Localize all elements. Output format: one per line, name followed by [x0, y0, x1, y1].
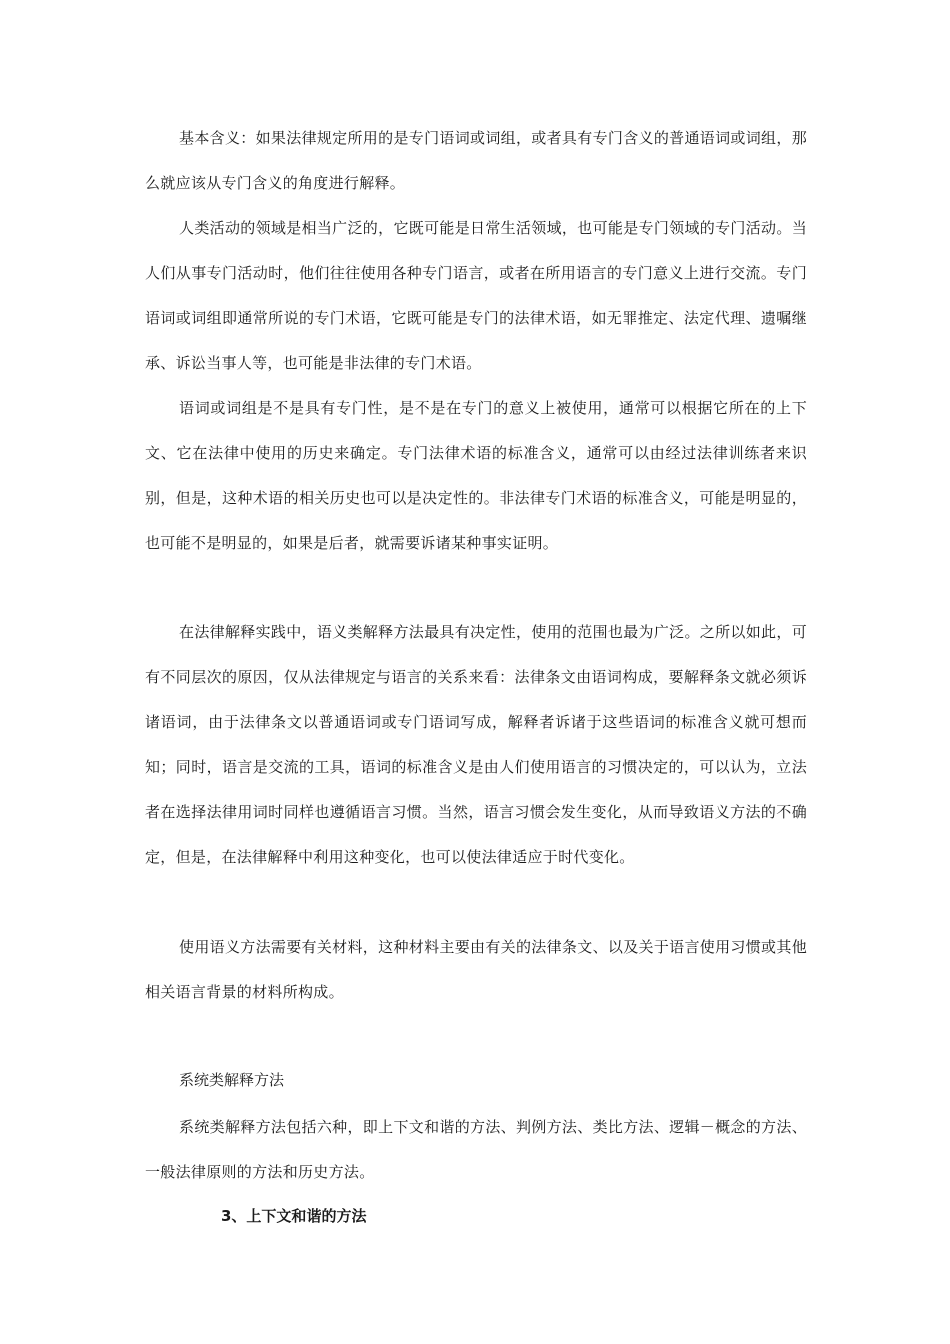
paragraph-human-activity: 人类活动的领域是相当广泛的，它既可能是日常生活领域，也可能是专门领域的专门活动。当人们从事专门活动时，他们往往使用各种专门语言，或者在所用语言的专门意义上进行交流。专门语词或词组即通常所说的专门术语，它既可能是专门的法律术语，如无罪推定、法定代理、遗嘱继承、诉讼当事人等，也可能是非法律的专门术语。: [145, 219, 807, 372]
subheading-context-harmony: 3、上下文和谐的方法: [221, 1207, 367, 1225]
paragraph-basic-meaning: 基本含义：如果法律规定所用的是专门语词或词组，或者具有专门含义的普通语词或词组，那么就应该从专门含义的角度进行解释。: [145, 129, 807, 192]
paragraph-semantic-practice: 在法律解释实践中，语义类解释方法最具有决定性，使用的范围也最为广泛。之所以如此，可有不同层次的原因，仅从法律规定与语言的关系来看：法律条文由语词构成，要解释条文就必须诉诸语词，由于法律条文以普通语词或专门语词写成，解释者诉诸于这些语词的标准含义就可想而知；同时，语言是交流的工具，语词的标准含义是由人们使用语言的习惯决定的，可以认为，立法者在选择法律用词时同样也遵循语言习惯。当然，语言习惯会发生变化，从而导致语义方法的不确定，但是，在法律解释中利用这种变化，也可以使法律适应于时代变化。: [145, 623, 807, 866]
section-label: 系统类解释方法: [179, 1071, 285, 1089]
paragraph-term-specialty: 语词或词组是不是具有专门性，是不是在专门的意义上被使用，通常可以根据它所在的上下文、它在法律中使用的历史来确定。专门法律术语的标准含义，通常可以由经过法律训练者来识别，但是，这种术语的相关历史也可以是决定性的。非法律专门术语的标准含义，可能是明显的，也可能不是明显的，如果是后者，就需要诉诸某种事实证明。: [145, 399, 807, 552]
paragraph-system-methods: 系统类解释方法包括六种，即上下文和谐的方法、判例方法、类比方法、逻辑－概念的方法、一般法律原则的方法和历史方法。: [145, 1118, 807, 1181]
paragraph-semantic-materials: 使用语义方法需要有关材料，这种材料主要由有关的法律条文、以及关于语言使用习惯或其他相关语言背景的材料所构成。: [145, 938, 807, 1001]
